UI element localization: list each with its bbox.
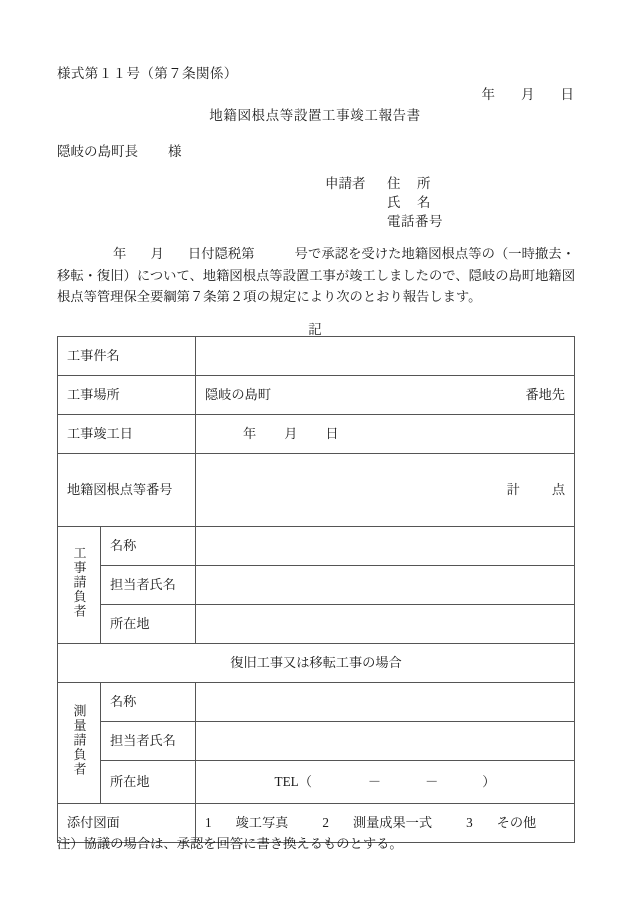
table-row-work-place: [58, 376, 575, 415]
work-contractor-name-label: 名称: [101, 527, 196, 566]
completion-date-day: 日: [325, 426, 339, 441]
survey-contractor-person-label: 担当者氏名: [101, 722, 196, 761]
applicant-phone-row: [325, 212, 443, 231]
table-row-survey-location: [58, 761, 575, 804]
point-numbers-total-label: 計: [506, 482, 520, 497]
body-paragraph: [57, 243, 575, 308]
tel-prefix: TEL（: [274, 774, 312, 789]
table-row-point-numbers: [58, 454, 575, 527]
attachment-3-text: その他: [496, 815, 537, 830]
work-place-town: 隠岐の島町: [205, 387, 271, 402]
section-header-label: 復旧工事又は移転工事の場合: [58, 644, 575, 683]
table-row-completion-date: [58, 415, 575, 454]
attachment-2-no: 2: [322, 815, 329, 830]
survey-contractor-tel[interactable]: [196, 761, 575, 804]
body-year: 年: [113, 246, 127, 261]
attachment-3-no: 3: [466, 815, 473, 830]
work-contractor-person-value[interactable]: [196, 566, 575, 605]
table-row-contractor-name: [58, 527, 575, 566]
header-date-year: 年: [481, 87, 495, 102]
work-contractor-name-value[interactable]: [196, 527, 575, 566]
completion-date-value[interactable]: [196, 415, 575, 454]
applicant-name-row: [325, 193, 443, 212]
body-day-tax: 日付隠税第: [187, 246, 255, 261]
footnote: 注）協議の場合は、承認を回答に書き換えるものとする。: [57, 836, 403, 851]
tel-suffix: ）: [482, 774, 496, 789]
work-place-value[interactable]: [196, 376, 575, 415]
tel-dash-1: －: [367, 774, 382, 789]
form-number: 様式第１１号（第７条関係）: [57, 66, 238, 81]
point-numbers-unit-label: 点: [551, 482, 565, 497]
table-row-contractor-person: [58, 566, 575, 605]
report-table: [57, 336, 575, 843]
applicant-address-label-b: 所: [417, 176, 431, 191]
completion-date-label: 工事竣工日: [58, 415, 196, 454]
survey-contractor-name-label: 名称: [101, 683, 196, 722]
work-place-tail: 番地先: [525, 387, 565, 402]
attachment-1-no: 1: [205, 815, 212, 830]
applicant-address-label-a: 住: [387, 176, 401, 191]
applicant-phone-label: 電話番号: [387, 214, 443, 229]
document-title: 地籍図根点等設置工事竣工報告書: [209, 108, 421, 123]
ki-heading: 記: [308, 322, 322, 337]
addressee: [57, 140, 182, 160]
table-row-section-header: [58, 644, 575, 683]
work-name-label: 工事件名: [58, 337, 196, 376]
completion-date-month: 月: [284, 426, 298, 441]
survey-contractor-vertical-label: 測量請負者: [58, 683, 101, 804]
table-row-work-name: [58, 337, 575, 376]
attachments-label: 添付図面: [58, 804, 196, 843]
applicant-block: [325, 174, 443, 231]
applicant-address-row: [325, 174, 443, 193]
header-date-line: [482, 83, 575, 103]
attachment-2-text: 測量成果一式: [352, 815, 433, 830]
survey-contractor-location-label: 所在地: [101, 761, 196, 804]
work-contractor-person-label: 担当者氏名: [101, 566, 196, 605]
tel-dash-2: －: [425, 774, 439, 789]
table-row-survey-person: [58, 722, 575, 761]
header-date-month: 月: [521, 87, 535, 102]
header-date-day: 日: [560, 87, 574, 102]
work-contractor-location-label: 所在地: [101, 605, 196, 644]
applicant-name-label-a: 氏: [387, 195, 401, 210]
body-month: 月: [150, 246, 164, 261]
work-name-value[interactable]: [196, 337, 575, 376]
applicant-heading: 申請者: [325, 176, 366, 191]
addressee-name: 隠岐の島町長: [57, 144, 138, 159]
body-main-text: 号で承認を受けた地籍図根点等の（一時撤去・移転・復旧）について、地籍図根点等設置工事が竣工しましたので、隠岐の島町地籍図根点等管理保全要綱第７条第２項の規定により次のとおり報告します。: [57, 246, 576, 304]
table-row-survey-name: [58, 683, 575, 722]
table-row-contractor-location: [58, 605, 575, 644]
point-numbers-label: 地籍図根点等番号: [58, 454, 196, 527]
work-contractor-location-value[interactable]: [196, 605, 575, 644]
survey-contractor-person-value[interactable]: [196, 722, 575, 761]
addressee-honorific: 様: [168, 144, 182, 159]
work-contractor-vertical-label: 工事請負者: [58, 527, 101, 644]
point-numbers-value[interactable]: [196, 454, 575, 527]
work-place-label: 工事場所: [58, 376, 196, 415]
completion-date-year: 年: [243, 426, 257, 441]
survey-contractor-name-value[interactable]: [196, 683, 575, 722]
attachment-1-text: 竣工写真: [235, 815, 289, 830]
applicant-name-label-b: 名: [417, 195, 431, 210]
